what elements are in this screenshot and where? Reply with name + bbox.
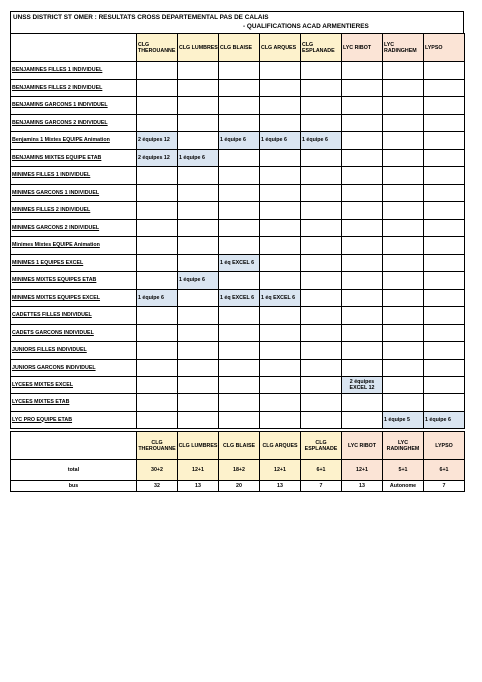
result-cell — [137, 114, 178, 132]
result-cell — [301, 149, 342, 167]
bus-value: 13 — [260, 481, 301, 492]
result-cell — [342, 324, 383, 342]
result-cell — [424, 219, 465, 237]
category-row — [11, 411, 465, 428]
result-cell — [137, 359, 178, 377]
category-label: LYC PRO EQUIPE ETAB — [11, 411, 137, 428]
header-corner — [11, 34, 137, 62]
bus-value: 20 — [219, 481, 260, 492]
result-cell — [137, 394, 178, 412]
result-cell — [342, 359, 383, 377]
result-cell — [383, 149, 424, 167]
result-cell — [137, 254, 178, 272]
result-cell — [424, 114, 465, 132]
bus-value: 32 — [137, 481, 178, 492]
result-cell — [424, 342, 465, 360]
header-school: LYPSO — [424, 34, 465, 62]
category-row — [11, 307, 465, 325]
category-row — [11, 394, 465, 412]
result-cell — [260, 79, 301, 97]
category-label: BENJAMINS GARCONS 2 INDIVIDUEL — [11, 114, 137, 132]
result-cell — [301, 342, 342, 360]
result-cell — [342, 202, 383, 220]
category-row — [11, 114, 465, 132]
header-school: CLG ESPLANADE — [301, 34, 342, 62]
result-cell — [342, 184, 383, 202]
result-cell — [383, 342, 424, 360]
result-cell — [383, 394, 424, 412]
category-label: MINIMES FILLES 1 INDIVIDUEL — [11, 167, 137, 185]
result-cell — [178, 289, 219, 307]
result-cell — [301, 394, 342, 412]
result-cell — [301, 289, 342, 307]
result-cell — [219, 184, 260, 202]
category-row — [11, 272, 465, 290]
result-cell — [424, 97, 465, 115]
result-cell — [178, 114, 219, 132]
result-cell — [260, 324, 301, 342]
totals-table — [10, 431, 465, 492]
result-cell — [260, 272, 301, 290]
result-cell — [424, 62, 465, 80]
result-cell — [301, 377, 342, 394]
result-cell — [260, 184, 301, 202]
result-cell — [424, 132, 465, 150]
result-cell — [178, 184, 219, 202]
header-school: LYC RADINGHEM — [383, 34, 424, 62]
result-cell — [178, 254, 219, 272]
result-cell — [260, 377, 301, 394]
category-label: BENJAMINS GARCONS 1 INDIVIDUEL — [11, 97, 137, 115]
result-cell — [219, 324, 260, 342]
result-cell — [178, 237, 219, 255]
result-cell — [342, 79, 383, 97]
result-cell — [424, 149, 465, 167]
result-cell — [383, 307, 424, 325]
results-table — [10, 33, 465, 429]
result-cell — [219, 377, 260, 394]
result-cell — [424, 272, 465, 290]
header-school: CLG THEROUANNE — [137, 34, 178, 62]
result-cell — [301, 359, 342, 377]
result-cell: 1 équipe 6 — [260, 132, 301, 150]
result-cell — [424, 167, 465, 185]
sheet-title-line1: UNSS DISTRICT ST OMER : RESULTATS CROSS DEPARTEMENTAL PAS DE CALAIS — [13, 14, 269, 21]
category-label: BENJAMINES FILLES 1 INDIVIDUEL — [11, 62, 137, 80]
result-cell — [301, 202, 342, 220]
category-row — [11, 149, 465, 167]
bottom-header-school: CLG THEROUANNE — [137, 432, 178, 460]
result-cell — [178, 97, 219, 115]
bus-value: 7 — [301, 481, 342, 492]
category-label: BENJAMINES FILLES 2 INDIVIDUEL — [11, 79, 137, 97]
result-cell — [219, 167, 260, 185]
result-cell — [219, 62, 260, 80]
result-cell — [301, 324, 342, 342]
result-cell — [424, 184, 465, 202]
category-label: MINIMES 1 EQUIPES EXCEL — [11, 254, 137, 272]
result-cell — [260, 237, 301, 255]
header-row — [11, 34, 465, 62]
result-cell — [424, 79, 465, 97]
result-cell: 1 équipe 6 — [137, 289, 178, 307]
result-cell — [301, 411, 342, 428]
result-cell — [383, 132, 424, 150]
result-cell — [260, 307, 301, 325]
result-cell — [260, 62, 301, 80]
bus-value: 7 — [424, 481, 465, 492]
result-cell — [219, 342, 260, 360]
total-value: 6+1 — [424, 460, 465, 481]
category-row — [11, 237, 465, 255]
result-cell — [137, 184, 178, 202]
result-cell — [178, 342, 219, 360]
sheet-title-box — [10, 11, 464, 34]
total-value: 30+2 — [137, 460, 178, 481]
bus-value: 13 — [342, 481, 383, 492]
result-cell — [342, 254, 383, 272]
result-cell — [219, 237, 260, 255]
bottom-header-school: LYC RADINGHEM — [383, 432, 424, 460]
result-cell — [178, 307, 219, 325]
result-cell: 1 éq EXCEL 6 — [260, 289, 301, 307]
result-cell — [342, 219, 383, 237]
total-label: total — [11, 460, 137, 481]
result-cell — [260, 97, 301, 115]
result-cell — [219, 114, 260, 132]
result-cell — [178, 219, 219, 237]
result-cell — [260, 202, 301, 220]
result-cell — [219, 394, 260, 412]
result-cell — [342, 62, 383, 80]
result-cell — [178, 132, 219, 150]
result-cell — [383, 202, 424, 220]
result-cell — [219, 411, 260, 428]
result-cell — [260, 394, 301, 412]
category-label: CADETTES FILLES INDIVIDUEL — [11, 307, 137, 325]
result-cell — [219, 202, 260, 220]
result-cell — [219, 272, 260, 290]
result-cell — [342, 307, 383, 325]
result-cell — [178, 324, 219, 342]
category-row — [11, 342, 465, 360]
result-cell: 1 équipe 6 — [301, 132, 342, 150]
total-value: 12+1 — [178, 460, 219, 481]
result-cell — [178, 394, 219, 412]
total-row — [11, 460, 465, 481]
result-cell — [178, 359, 219, 377]
result-cell — [137, 342, 178, 360]
result-cell — [424, 202, 465, 220]
result-cell: 1 équipe 6 — [219, 132, 260, 150]
result-cell — [137, 307, 178, 325]
category-row — [11, 254, 465, 272]
result-cell — [342, 394, 383, 412]
category-row — [11, 62, 465, 80]
bus-row — [11, 481, 465, 492]
bottom-header-school: LYPSO — [424, 432, 465, 460]
category-label: MINIMES FILLES 2 INDIVIDUEL — [11, 202, 137, 220]
result-cell: 1 équipe 6 — [424, 411, 465, 428]
header-school: CLG LUMBRES — [178, 34, 219, 62]
category-label: JUNIORS FILLES INDIVIDUEL — [11, 342, 137, 360]
result-cell — [301, 307, 342, 325]
result-cell — [219, 97, 260, 115]
total-value: 12+1 — [260, 460, 301, 481]
category-row — [11, 202, 465, 220]
category-label: Minimes Mixtes EQUIPE Animation — [11, 237, 137, 255]
category-row — [11, 132, 465, 150]
result-cell: 1 éq EXCEL 6 — [219, 289, 260, 307]
result-cell — [342, 237, 383, 255]
total-value: 18+2 — [219, 460, 260, 481]
result-cell — [383, 237, 424, 255]
category-row — [11, 219, 465, 237]
result-cell — [219, 219, 260, 237]
result-cell — [260, 167, 301, 185]
result-cell — [301, 167, 342, 185]
result-cell — [301, 62, 342, 80]
result-cell — [137, 219, 178, 237]
result-cell — [137, 411, 178, 428]
category-label: LYCEES MIXTES EXCEL — [11, 377, 137, 394]
result-cell — [219, 79, 260, 97]
result-cell — [301, 272, 342, 290]
result-cell — [219, 307, 260, 325]
result-cell — [137, 324, 178, 342]
bottom-header-school: CLG ESPLANADE — [301, 432, 342, 460]
result-cell — [219, 359, 260, 377]
result-cell — [342, 97, 383, 115]
result-cell — [219, 149, 260, 167]
result-cell — [260, 219, 301, 237]
result-cell: 2 équipes EXCEL 12 — [342, 377, 383, 394]
bottom-header-school: CLG ARQUES — [260, 432, 301, 460]
result-cell — [383, 254, 424, 272]
result-cell — [342, 149, 383, 167]
result-cell: 1 équipe 6 — [178, 149, 219, 167]
header-school: CLG ARQUES — [260, 34, 301, 62]
result-cell — [137, 202, 178, 220]
result-cell — [301, 79, 342, 97]
category-label: MINIMES MIXTES EQUIPES ETAB — [11, 272, 137, 290]
category-label: Benjamins 1 Mixtes EQUIPE Animation — [11, 132, 137, 150]
result-cell — [178, 79, 219, 97]
bus-label: bus — [11, 481, 137, 492]
result-cell: 2 équipes 12 — [137, 149, 178, 167]
result-cell — [342, 272, 383, 290]
result-cell — [301, 254, 342, 272]
result-cell — [424, 237, 465, 255]
result-cell — [424, 307, 465, 325]
category-label: BENJAMINS MIXTES EQUIPE ETAB — [11, 149, 137, 167]
result-cell — [383, 167, 424, 185]
result-cell — [260, 342, 301, 360]
total-value: 6+1 — [301, 460, 342, 481]
result-cell — [178, 167, 219, 185]
header-school: LYC RIBOT — [342, 34, 383, 62]
result-cell — [301, 184, 342, 202]
result-cell — [383, 377, 424, 394]
result-cell — [383, 324, 424, 342]
result-cell — [342, 289, 383, 307]
category-row — [11, 359, 465, 377]
result-cell — [424, 254, 465, 272]
bus-value: 13 — [178, 481, 219, 492]
result-cell — [137, 79, 178, 97]
result-cell — [424, 359, 465, 377]
category-label: JUNIORS GARCONS INDIVIDUEL — [11, 359, 137, 377]
category-row — [11, 324, 465, 342]
bottom-header-school: LYC RIBOT — [342, 432, 383, 460]
result-cell — [342, 342, 383, 360]
sheet-title-line2: - QUALIFICATIONS ACAD ARMENTIERES — [243, 23, 369, 30]
result-cell — [383, 114, 424, 132]
category-label: MINIMES MIXTES EQUIPES EXCEL — [11, 289, 137, 307]
result-cell — [301, 237, 342, 255]
result-cell — [424, 289, 465, 307]
category-row — [11, 289, 465, 307]
result-cell — [424, 394, 465, 412]
result-cell — [301, 97, 342, 115]
header-school: CLG BLAISE — [219, 34, 260, 62]
bottom-header-school: CLG LUMBRES — [178, 432, 219, 460]
result-cell — [137, 377, 178, 394]
category-row — [11, 167, 465, 185]
result-cell — [137, 62, 178, 80]
result-cell — [383, 62, 424, 80]
result-cell — [301, 219, 342, 237]
result-cell — [342, 114, 383, 132]
result-cell — [178, 202, 219, 220]
result-cell — [424, 377, 465, 394]
result-cell — [424, 324, 465, 342]
result-cell — [137, 97, 178, 115]
category-row — [11, 184, 465, 202]
category-row — [11, 377, 465, 394]
result-cell — [301, 114, 342, 132]
category-label: MINIMES GARCONS 2 INDIVIDUEL — [11, 219, 137, 237]
result-cell — [383, 272, 424, 290]
result-cell — [260, 411, 301, 428]
category-row — [11, 79, 465, 97]
category-row — [11, 97, 465, 115]
bottom-header-school: CLG BLAISE — [219, 432, 260, 460]
total-value: 12+1 — [342, 460, 383, 481]
result-cell — [383, 359, 424, 377]
result-cell: 2 équipes 12 — [137, 132, 178, 150]
result-cell — [383, 289, 424, 307]
result-cell — [260, 114, 301, 132]
result-cell — [137, 167, 178, 185]
result-cell — [260, 149, 301, 167]
result-cell — [137, 272, 178, 290]
result-cell — [260, 254, 301, 272]
result-cell — [260, 359, 301, 377]
result-cell: 1 équipe 5 — [383, 411, 424, 428]
result-cell — [137, 237, 178, 255]
bus-value: Autonome — [383, 481, 424, 492]
bottom-header-row — [11, 432, 465, 460]
total-value: 5+1 — [383, 460, 424, 481]
result-cell — [383, 79, 424, 97]
category-label: LYCEES MIXTES ETAB — [11, 394, 137, 412]
category-label: MINIMES GARCONS 1 INDIVIDUEL — [11, 184, 137, 202]
result-cell — [178, 62, 219, 80]
result-cell — [383, 97, 424, 115]
result-cell — [342, 132, 383, 150]
result-cell — [383, 219, 424, 237]
result-cell: 1 éq EXCEL 6 — [219, 254, 260, 272]
bottom-header-corner — [11, 432, 137, 460]
result-cell — [342, 411, 383, 428]
category-label: CADETS GARCONS INDIVIDUEL — [11, 324, 137, 342]
result-cell: 1 équipe 6 — [178, 272, 219, 290]
result-cell — [178, 377, 219, 394]
result-cell — [178, 411, 219, 428]
result-cell — [383, 184, 424, 202]
result-cell — [342, 167, 383, 185]
